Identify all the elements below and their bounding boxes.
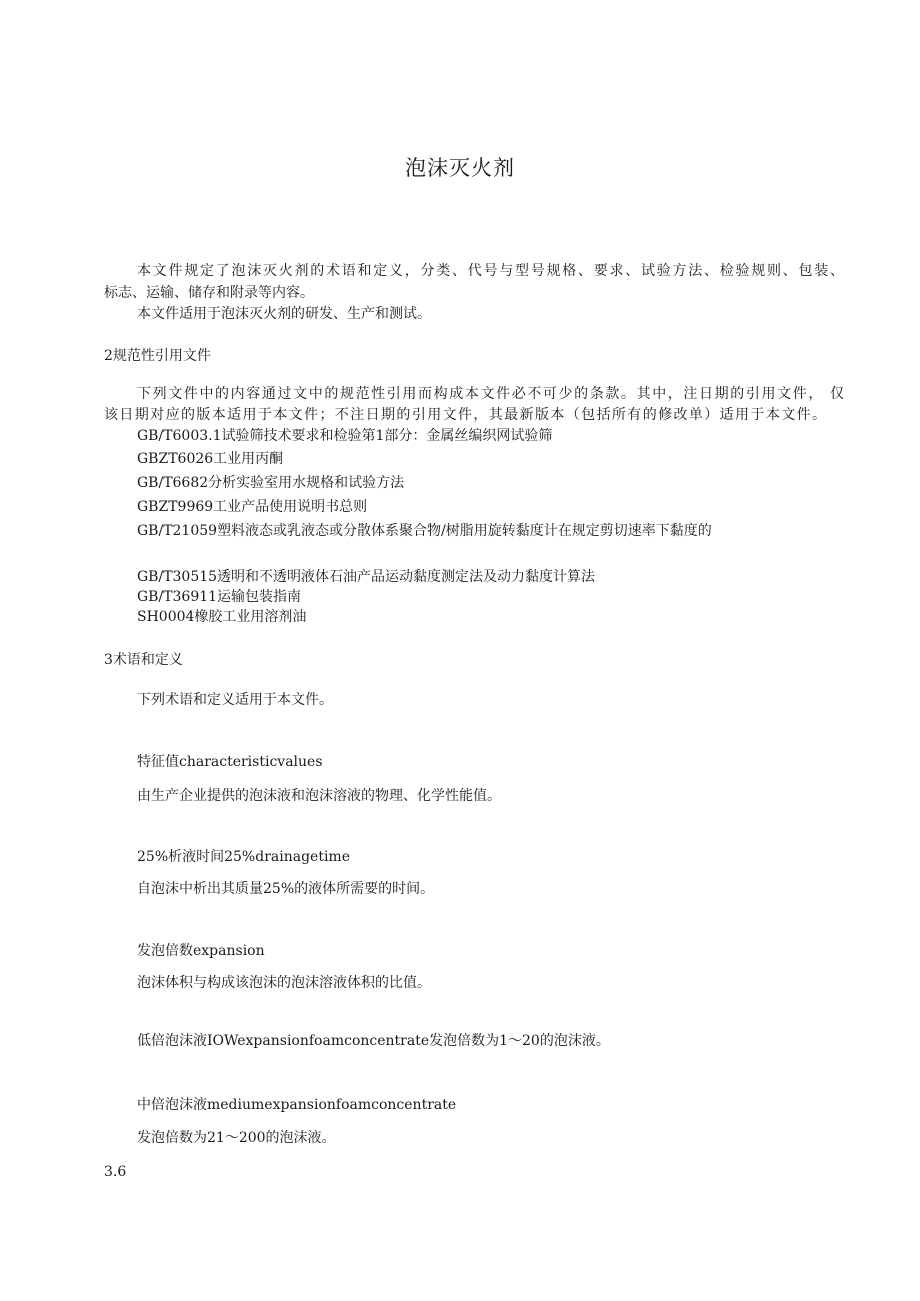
scope-line-1: 本文件规定了泡沫灭火剂的术语和定义，分类、代号与型号规格、要求、试验方法、检验规则、包装、 [137, 263, 844, 279]
section-2-heading: 2规范性引用文件 [104, 348, 211, 364]
term-definition: 泡沫体积与构成该泡沫的泡沫溶液体积的比值。 [137, 975, 431, 991]
term-title: 25%析液时间25%drainagetime [137, 849, 350, 865]
term-definition: 由生产企业提供的泡沫液和泡沫溶液的物理、化学性能值。 [137, 788, 501, 804]
term-title: 低倍泡沫液IOWexpansionfoamconcentrate发泡倍数为1～20的泡沫液。 [137, 1033, 610, 1049]
reference-item: SH0004橡胶工业用溶剂油 [137, 609, 307, 625]
reference-item: GB/T6003.1试验筛技术要求和检验第1部分：金属丝编织网试验筛 [137, 428, 553, 444]
section-2-intro-line-2: 该日期对应的版本适用于本文件；不注日期的引用文件，其最新版本（包括所有的修改单）适用于本文件。 [104, 407, 826, 423]
term-title: 发泡倍数expansion [137, 943, 265, 959]
document-title: 泡沫灭火剂 [405, 156, 515, 180]
section-3-heading: 3术语和定义 [104, 652, 183, 668]
term-definition: 自泡沫中析出其质量25%的液体所需要的时间。 [137, 881, 435, 897]
section-2-intro-line-1: 下列文件中的内容通过文中的规范性引用而构成本文件必不可少的条款。其中，注日期的引用文件， 仅 [137, 386, 844, 402]
scope-line-2: 标志、运输、储存和附录等内容。 [104, 285, 314, 301]
reference-item: GB/T36911运输包装指南 [137, 589, 302, 605]
term-title: 特征值characteristicvalues [137, 754, 323, 770]
reference-item: GBZT9969工业产品使用说明书总则 [137, 499, 368, 515]
reference-item: GB/T6682分析实验室用水规格和试验方法 [137, 475, 405, 491]
reference-item: GB/T21059塑料液态或乳液态或分散体系聚合物/树脂用旋转黏度计在规定剪切速率下黏度的 [137, 523, 712, 539]
scope-line-3: 本文件适用于泡沫灭火剂的研发、生产和测试。 [137, 306, 431, 322]
reference-item: GBZT6026工业用丙酮 [137, 451, 284, 467]
term-title: 中倍泡沫液mediumexpansionfoamconcentrate [137, 1097, 457, 1113]
term-definition: 发泡倍数为21～200的泡沫液。 [137, 1130, 336, 1146]
reference-item: GB/T30515透明和不透明液体石油产品运动黏度测定法及动力黏度计算法 [137, 569, 596, 585]
next-section-number: 3.6 [104, 1164, 127, 1180]
section-3-intro: 下列术语和定义适用于本文件。 [137, 692, 333, 708]
